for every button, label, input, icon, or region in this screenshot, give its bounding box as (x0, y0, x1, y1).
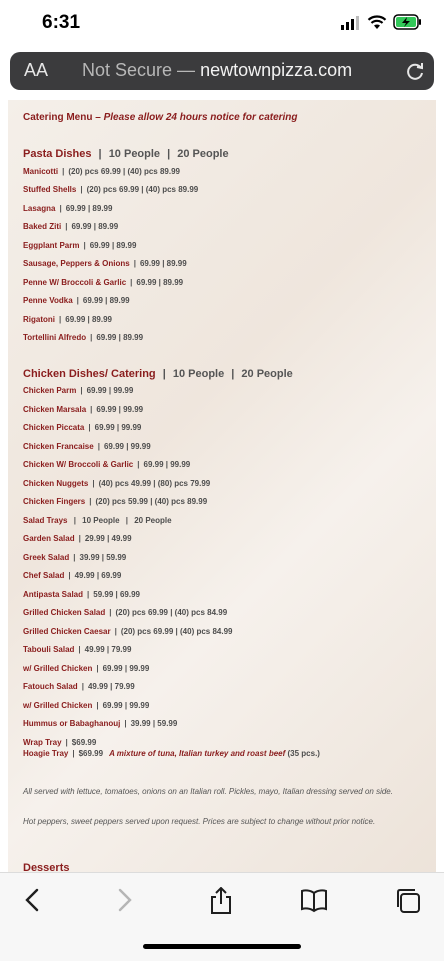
menu-item: Penne W/ Broccoli & Garlic | 69.99 | 89.99 (23, 278, 184, 287)
menu-item: Lasagna | 69.99 | 89.99 (23, 204, 113, 213)
served-note: All served with lettuce, tomatoes, onions on an Italian roll. Pickles, mayo, Italian dressing served on side. (23, 787, 393, 796)
menu-item: Garden Salad | 29.99 | 49.99 (23, 534, 132, 543)
cellular-signal-icon (341, 16, 361, 35)
reload-icon[interactable] (404, 60, 426, 87)
status-bar (0, 0, 444, 48)
wrap-tray: Wrap Tray | $69.99 (23, 738, 97, 747)
bookmarks-icon[interactable] (300, 887, 328, 918)
menu-item: Fatouch Salad | 49.99 | 79.99 (23, 682, 135, 691)
menu-item: Tortellini Alfredo | 69.99 | 89.99 (23, 333, 144, 342)
menu-item: Grilled Chicken Caesar | (20) pcs 69.99 | (40) pcs 84.99 (23, 627, 233, 636)
home-indicator (143, 944, 301, 949)
pasta-header: Pasta Dishes | 10 People | 20 People (23, 148, 229, 160)
menu-item: Chicken Nuggets | (40) pcs 49.99 | (80) pcs 79.99 (23, 479, 211, 488)
menu-item: Chef Salad | 49.99 | 69.99 (23, 571, 122, 580)
battery-charging-icon (393, 14, 423, 35)
web-page-content[interactable] (0, 96, 444, 872)
catering-heading: Catering Menu – Please allow 24 hours notice for catering (23, 112, 298, 123)
menu-item: Greek Salad | 39.99 | 59.99 (23, 553, 127, 562)
menu-item: Eggplant Parm | 69.99 | 89.99 (23, 241, 137, 250)
desserts-header: Desserts (23, 862, 70, 872)
menu-item: Baked Ziti | 69.99 | 89.99 (23, 222, 119, 231)
chicken-header: Chicken Dishes/ Catering | 10 People | 20 People (23, 368, 293, 380)
menu-item: Chicken Piccata | 69.99 | 99.99 (23, 423, 142, 432)
menu-item: Hummus or Babaghanouj | 39.99 | 59.99 (23, 719, 178, 728)
salad-header: Salad Trays | 10 People | 20 People (23, 516, 172, 525)
wifi-icon (367, 14, 387, 35)
menu-item: Manicotti | (20) pcs 69.99 | (40) pcs 89.99 (23, 167, 180, 176)
back-icon[interactable] (22, 887, 44, 918)
menu-item: Chicken Parm | 69.99 | 99.99 (23, 386, 134, 395)
menu-item: Chicken Fingers | (20) pcs 59.99 | (40) pcs 89.99 (23, 497, 208, 506)
address-bar[interactable] (10, 52, 434, 90)
tabs-icon[interactable] (394, 887, 422, 920)
menu-item: Chicken Francaise | 69.99 | 99.99 (23, 442, 151, 451)
reader-text-size-button[interactable]: AA (24, 60, 49, 80)
menu-item: Grilled Chicken Salad | (20) pcs 69.99 | (40) pcs 84.99 (23, 608, 228, 617)
menu-item: Penne Vodka | 69.99 | 89.99 (23, 296, 130, 305)
menu-item: w/ Grilled Chicken | 69.99 | 99.99 (23, 701, 150, 710)
forward-icon[interactable] (113, 887, 135, 918)
menu-item: Antipasta Salad | 59.99 | 69.99 (23, 590, 140, 599)
menu-item: Chicken W/ Broccoli & Garlic | 69.99 | 99.99 (23, 460, 191, 469)
share-icon[interactable] (208, 887, 234, 920)
url-host: newtownpizza.com (200, 60, 353, 80)
status-time: 6:31 (42, 12, 81, 33)
menu-item: Stuffed Shells | (20) pcs 69.99 | (40) pcs 89.99 (23, 185, 199, 194)
menu-item: w/ Grilled Chicken | 69.99 | 99.99 (23, 664, 150, 673)
peppers-note: Hot peppers, sweet peppers served upon request. Prices are subject to change without prior notice. (23, 817, 376, 826)
menu-item: Chicken Marsala | 69.99 | 99.99 (23, 405, 144, 414)
menu-item: Tabouli Salad | 49.99 | 79.99 (23, 645, 132, 654)
menu-item: Rigatoni | 69.99 | 89.99 (23, 315, 112, 324)
menu-item: Sausage, Peppers & Onions | 69.99 | 89.99 (23, 259, 187, 268)
not-secure-label: Not Secure — (82, 60, 196, 80)
url-text[interactable] (82, 60, 352, 81)
hoagie-tray: Hoagie Tray | $69.99 A mixture of tuna, Italian turkey and roast beef (35 pcs.) (23, 749, 320, 758)
